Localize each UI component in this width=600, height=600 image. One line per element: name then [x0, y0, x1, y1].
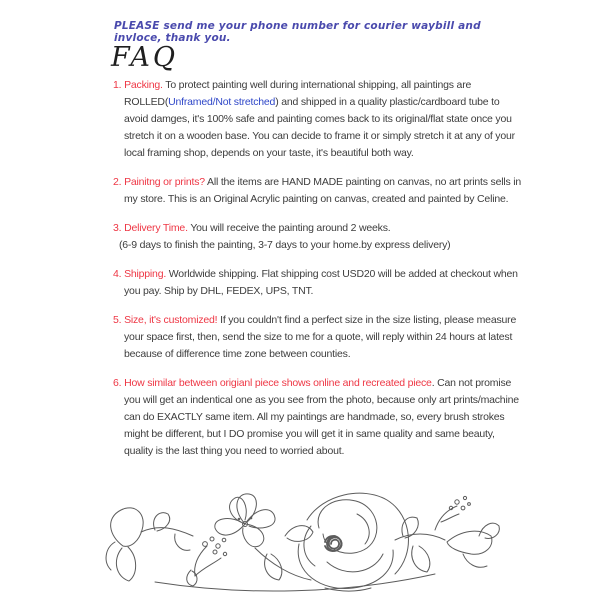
faq-item-similarity — [113, 375, 525, 460]
faq-item-painting-or-prints — [113, 174, 525, 208]
faq-item-delivery-time — [113, 220, 525, 254]
seller-phone-note: PLEASE send me your phone number for courier waybill and invloce, thank you. — [114, 20, 481, 44]
floral-line-art-illustration — [95, 484, 505, 598]
faq-item-5-text: If you couldn't find a perfect size in the size listing, please measure your space first, then, send the size to me for a quote, will reply within 24 hours at latest because of difference time zone between counties. — [124, 314, 517, 360]
faq-item-3-subtext: (6-9 days to finish the painting, 3-7 days to your home.by express delivery) — [119, 239, 451, 251]
faq-item-1-text-before: To protect painting well during international shipping, all paintings are ROLLED( — [124, 79, 472, 108]
page-title: FAQ — [111, 42, 179, 73]
faq-item-1-unframed-note: Unframed/Not stretched — [168, 96, 276, 108]
faq-item-packing — [113, 77, 525, 162]
faq-item-2-text: All the items are HAND MADE painting on canvas, no art prints sells in my store. This is an Original Acrylic painting on canvas, created and painted by Celine. — [124, 176, 522, 205]
faq-item-4-heading: 4. Shipping. — [113, 268, 167, 280]
faq-item-shipping — [113, 266, 525, 300]
faq-item-3-heading: 3. Delivery Time. — [113, 222, 188, 234]
faq-item-3-text: You will receive the painting around 2 weeks. — [187, 222, 391, 234]
faq-list — [113, 77, 525, 472]
faq-item-6-heading: 6. How similar between origianl piece shows online and recreated piece — [113, 377, 432, 389]
faq-item-5-heading: 5. Size, it's customized! — [113, 314, 218, 326]
faq-item-4-text: Worldwide shipping. Flat shipping cost USD20 will be added at checkout when you pay. Ship by DHL, FEDEX, UPS, TNT. — [124, 268, 518, 297]
faq-item-6-text: . Can not promise you will get an indentical one as you see from the photo, because only art prints/machine can do EXACTLY same item. All my paintings are handmade, so, every brush strokes might be different, but I DO promise you will get it in same quality and same beauty, quality is the last thing you need to worried about. — [124, 377, 519, 457]
faq-item-size-customized — [113, 312, 525, 363]
faq-item-2-heading: 2. Painitng or prints? — [113, 176, 205, 188]
faq-item-1-text-after: ) and shipped in a quality plastic/cardboard tube to avoid damges, it's 100% safe and painting comes back to its original/flat state once you stretch it on a wooden base. You can decide to frame it or simply stretch it at any of your local framing shop, depends on your taste, it's beautiful both way. — [124, 96, 515, 159]
faq-item-1-heading: 1. Packing. — [113, 79, 163, 91]
